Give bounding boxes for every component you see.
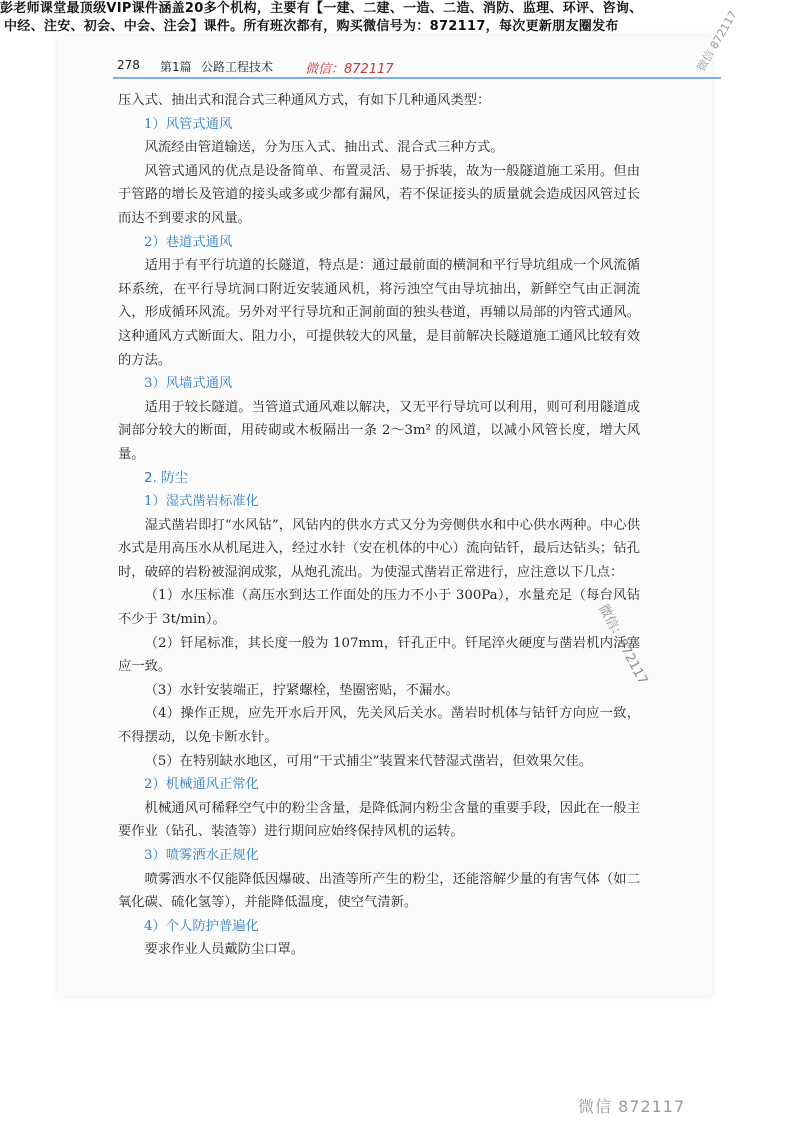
subsection-heading: 1）湿式凿岩标准化 xyxy=(144,494,259,510)
paragraph: 机械通风可稀释空气中的粉尘含量，是降低洞内粉尘含量的重要手段，因此在一般主要作业（钻孔、装渣等）进行期间应始终保持风机的运转。 xyxy=(118,800,640,840)
page-number: 278 xyxy=(117,58,140,72)
paragraph: （1）水压标准（高压水到达工作面处的压力不小于 300Pa），水量充足（每台风钻不少于 3t/min）。 xyxy=(118,588,640,628)
subsection-heading: 3）喷雾洒水正规化 xyxy=(144,848,259,863)
promo-banner xyxy=(0,0,800,36)
body-text xyxy=(118,89,640,962)
paragraph: 压入式、抽出式和混合式三种通风方式，有如下几种通风类型： xyxy=(118,93,491,108)
subsection-heading: 2）巷道式通风 xyxy=(144,234,233,250)
paragraph: 湿式凿岩即打“水风钻”，风钻内的供水方式又分为旁侧供水和中心供水两种。中心供水式是用高压水从机尾进入，经过水针（安在机体的中心）流向钻钎，最后达钻头；钻孔时，破碎的岩粉被湿润成浆，从炮孔流出。为使湿式凿岩正常进行，应注意以下几点： xyxy=(118,517,640,580)
paragraph: 要求作业人员戴防尘口罩。 xyxy=(144,942,305,958)
paragraph: 风管式通风的优点是设备简单、布置灵活、易于拆装，故为一般隧道施工采用。但由于管路的增长及管道的接头或多或少都有漏风，若不保证接头的质量就会造成因风管过长而达不到要求的风量。 xyxy=(118,163,640,226)
part-title: 公路工程技术 xyxy=(201,60,274,74)
running-header xyxy=(117,58,721,78)
promo-line-2: 中经、注安、初会、中会、注会】课件。所有班次都有，购买微信号为：872117，每次更新朋友圈发布 xyxy=(4,19,619,34)
part-label: 第1篇 xyxy=(160,60,192,74)
promo-line-1: 彭老师课堂最顶级VIP课件涵盖20多个机构，主要有【一建、二建、一造、二造、消防、监理、环评、咨询、 xyxy=(0,1,643,16)
paragraph: 适用于有平行坑道的长隧道，特点是：通过最前面的横洞和平行导坑组成一个风流循环系统，在平行导坑洞口附近安装通风机，将污浊空气由导坑抽出，新鲜空气由正洞流入，形成循环风流。另外对平行导坑和正洞前面的独头巷道，再辅以局部的内管式通风。这种通风方式断面大、阻力小，可提供较大的风量，是目前解决长隧道施工通风比较有效的方法。 xyxy=(118,258,640,368)
header-rule xyxy=(113,77,721,79)
side-watermark-top: 微信 872117 xyxy=(694,8,740,74)
paragraph: （4）操作正规，应先开水后开风，先关风后关水。凿岩时机体与钻钎方向应一致，不得摆动，以免卡断水针。 xyxy=(118,706,640,746)
paragraph: （3）水针安装端正，拧紧螺栓，垫圈密贴，不漏水。 xyxy=(144,682,459,698)
paragraph: 喷雾洒水不仅能降低因爆破、出渣等所产生的粉尘，还能溶解少量的有害气体（如二氧化碳、硫化氢等），并能降低温度，使空气清新。 xyxy=(118,871,640,911)
paragraph: 风流经由管道输送，分为压入式、抽出式、混合式三种方式。 xyxy=(144,140,504,156)
subsection-heading: 4）个人防护普遍化 xyxy=(144,918,259,934)
paragraph: （5）在特别缺水地区，可用“干式捕尘”装置来代替湿式凿岩，但效果欠佳。 xyxy=(144,753,593,769)
subsection-heading: 1）风管式通风 xyxy=(144,116,233,132)
subsection-heading: 3）风墙式通风 xyxy=(144,376,233,392)
header-watermark: 微信：872117 xyxy=(305,62,394,77)
subsection-heading: 2）机械通风正常化 xyxy=(144,777,259,793)
paragraph: （2）钎尾标准，其长度一般为 107mm，钎孔正中。钎尾淬火硬度与凿岩机内活塞应一致。 xyxy=(118,635,640,675)
side-watermark-mid: 微信：872117 xyxy=(595,601,651,688)
paragraph: 适用于较长隧道。当管道式通风难以解决，又无平行导坑可以利用，则可利用隧道成洞部分较大的断面，用砖砌或木板隔出一条 2～3m² 的风道，以减小风管长度，增大风量。 xyxy=(118,399,640,462)
section-heading: 2. 防尘 xyxy=(144,469,189,486)
bottom-watermark: 微信 872117 xyxy=(578,1097,686,1116)
